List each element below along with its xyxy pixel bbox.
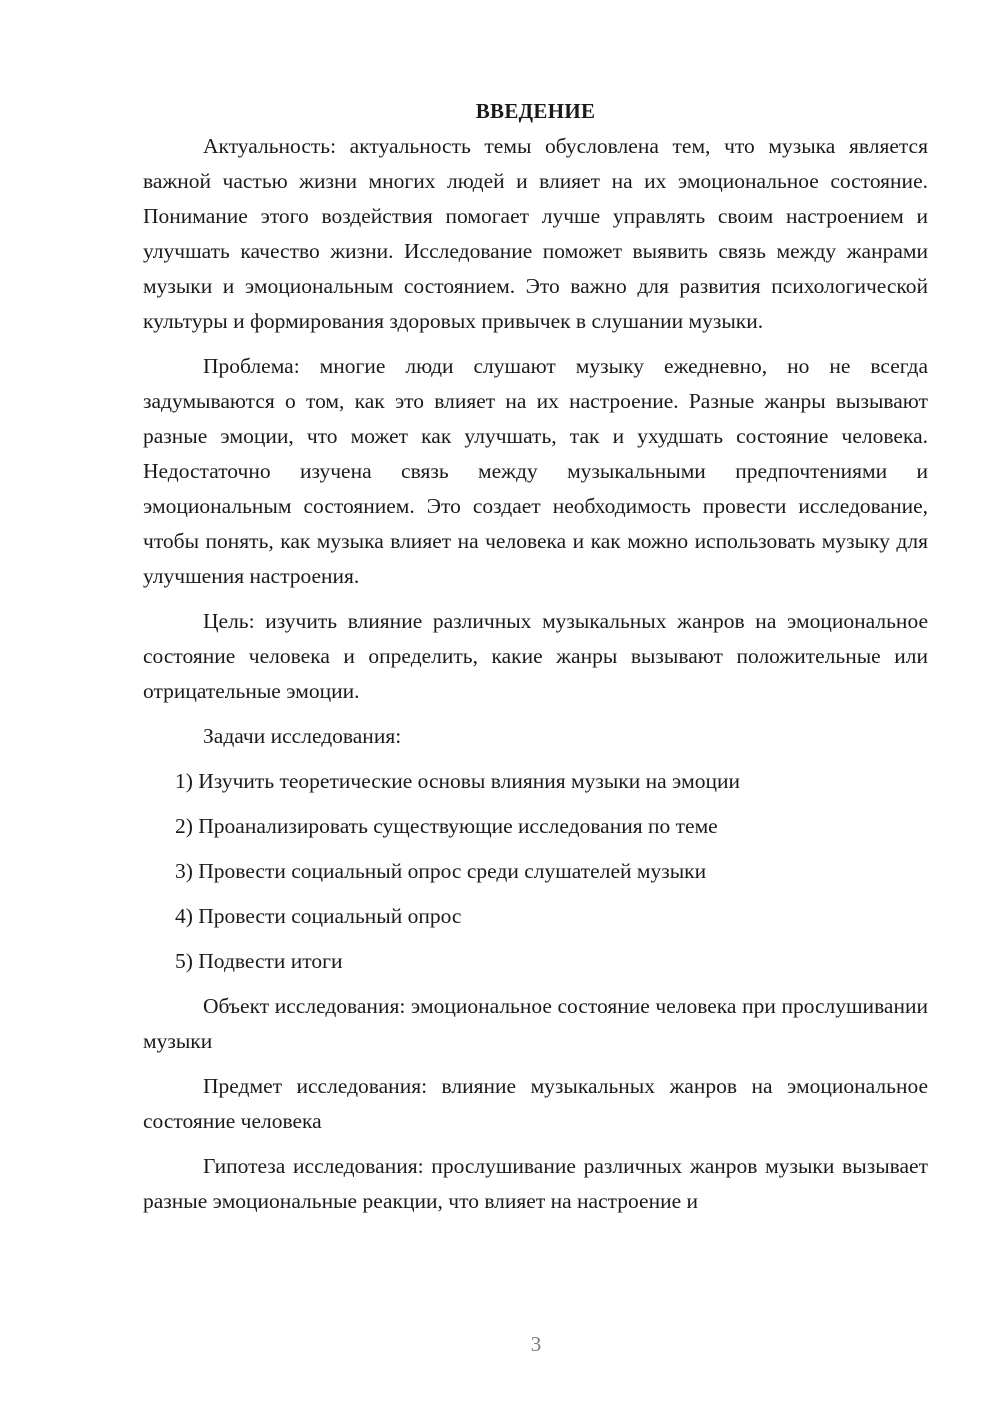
page-number: 3 [530, 1332, 542, 1356]
document-body [143, 94, 928, 1229]
tasks-heading: Задачи исследования: [203, 724, 402, 748]
list-item: 2) Проанализировать существующие исследования по теме [175, 814, 718, 838]
object-paragraph: Объект исследования: эмоциональное состояние человека при прослушивании музыки [143, 994, 928, 1053]
subject-paragraph: Предмет исследования: влияние музыкальных жанров на эмоциональное состояние человека [143, 1074, 928, 1133]
problem-paragraph: Проблема: многие люди слушают музыку ежедневно, но не всегда задумываются о том, как это влияет на их настроение. Разные жанры вызывают разные эмоции, что может как улучшать, так и ухудшать состояние человека. Недостаточно изучена связь между музыкальными предпочтениями и эмоциональным состоянием. Это создает необходимость провести исследование, чтобы понять, как музыка влияет на человека и как можно использовать музыку для улучшения настроения. [143, 354, 928, 588]
list-item: 4) Провести социальный опрос [175, 904, 462, 928]
relevance-paragraph: Актуальность: актуальность темы обусловлена тем, что музыка является важной частью жизни многих людей и влияет на их эмоциональное состояние. Понимание этого воздействия помогает лучше управлять своим настроением и улучшать качество жизни. Исследование поможет выявить связь между жанрами музыки и эмоциональным состоянием. Это важно для развития психологической культуры и формирования здоровых привычек в слушании музыки. [143, 134, 928, 333]
section-title: ВВЕДЕНИЕ [475, 99, 596, 123]
hypothesis-paragraph: Гипотеза исследования: прослушивание различных жанров музыки вызывает разные эмоциональные реакции, что влияет на настроение и [143, 1154, 928, 1213]
goal-paragraph: Цель: изучить влияние различных музыкальных жанров на эмоциональное состояние человека и определить, какие жанры вызывают положительные или отрицательные эмоции. [143, 609, 928, 703]
list-item: 3) Провести социальный опрос среди слушателей музыки [175, 859, 707, 883]
list-item: 1) Изучить теоретические основы влияния музыки на эмоции [175, 769, 740, 793]
list-item: 5) Подвести итоги [175, 949, 343, 973]
tasks-list [143, 764, 928, 979]
